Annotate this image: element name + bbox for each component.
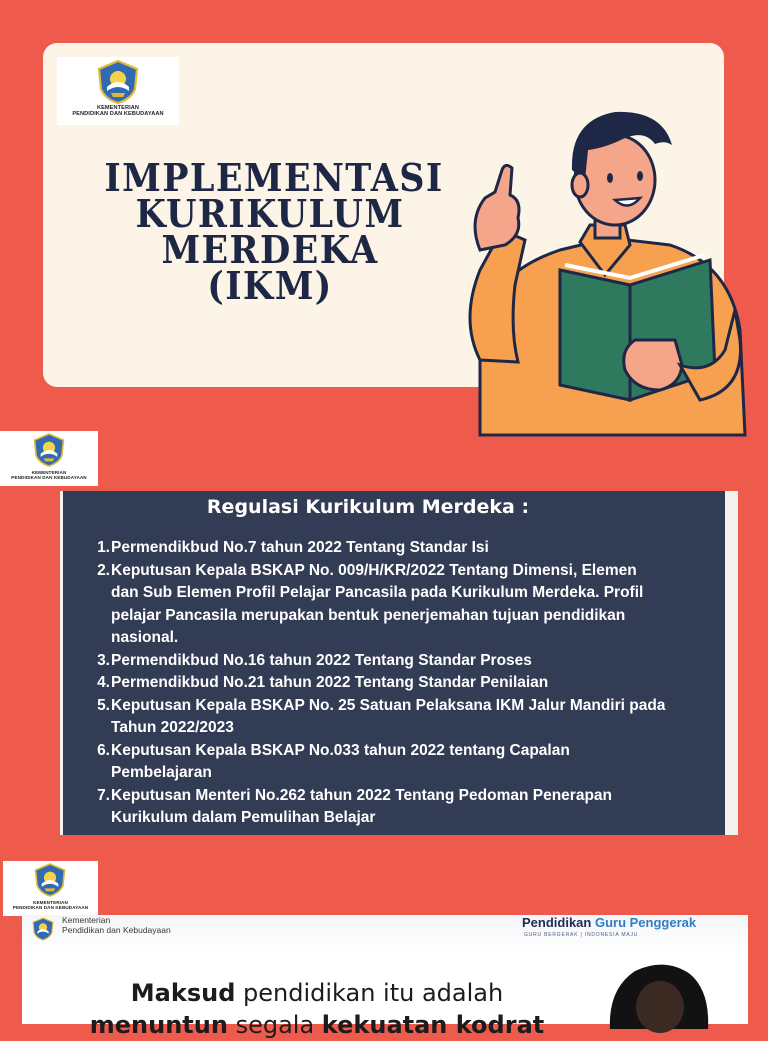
regulation-item: [94, 537, 714, 560]
ki-hadjar-dewantara-portrait: [590, 959, 730, 1029]
hero-title-line: MERDEKA (IKM): [161, 227, 379, 308]
regulation-item-number: 4.: [97, 674, 110, 691]
hero-title-line: KURIKULUM: [135, 191, 405, 236]
regulation-item-line: Keputusan Kepala BSKAP No. 25 Satuan Pelaksana IKM Jalur Mandiri pada: [111, 696, 666, 714]
regulation-item-number: 6.: [97, 741, 110, 759]
tut-wuri-handayani-emblem-icon: [93, 59, 143, 105]
hero-title: [104, 155, 444, 308]
regulation-title: Regulasi Kurikulum Merdeka :: [206, 496, 530, 518]
regulation-item-line: Permendikbud No.7 tahun 2022 Tentang Standar Isi: [111, 539, 489, 556]
hero-title-line: IMPLEMENTASI: [104, 155, 444, 200]
kemendikbud-logo: [0, 431, 98, 486]
regulation-list: [94, 537, 714, 830]
regulation-item: [94, 695, 714, 740]
regulation-item: [94, 740, 714, 785]
tut-wuri-handayani-emblem-icon: [31, 862, 69, 898]
regulation-item-number: 2.: [97, 561, 110, 579]
regulation-item-number: 5.: [97, 696, 110, 714]
teacher-reading-book-illustration: [440, 100, 760, 435]
regulation-item-line: Pembelajaran: [111, 764, 212, 781]
ki-hadjar-quote: Maksud pendidikan itu adalah menuntun segala kekuatan kodrat: [89, 979, 545, 1039]
guru-penggerak-tagline: GURU BERGERAK | INDONESIA MAJU: [524, 932, 639, 938]
regulation-item-line: nasional.: [111, 629, 179, 646]
slide-ministry-name: Kementerian Pendidikan dan Kebudayaan: [62, 915, 171, 935]
guru-penggerak-brand: Pendidikan Guru Penggerak: [522, 915, 697, 930]
regulation-item-line: Keputusan Menteri No.262 tahun 2022 Tentang Pedoman Penerapan: [111, 786, 612, 804]
regulation-item-line: Keputusan Kepala BSKAP No.033 tahun 2022 tentang Capalan: [111, 741, 570, 759]
regulation-item: [94, 560, 714, 650]
regulation-item: [94, 785, 714, 830]
kemendikbud-logo-text: KEMENTERIAN PENDIDIKAN DAN KEBUDAYAAN: [12, 900, 89, 911]
kemendikbud-logo-text: KEMENTERIAN PENDIDIKAN DAN KEBUDAYAAN: [11, 470, 87, 481]
tut-wuri-handayani-emblem-icon: [30, 432, 68, 468]
kemendikbud-logo: [57, 57, 179, 125]
regulation-item-line: Permendikbud No.21 tahun 2022 Tentang Standar Penilaian: [111, 674, 549, 691]
guru-penggerak-slide: [22, 915, 748, 1039]
regulation-item-number: 3.: [97, 651, 110, 669]
regulation-item-line: Kurikulum dalam Pemulihan Belajar: [111, 809, 376, 826]
regulation-item-number: 1.: [97, 539, 110, 556]
kemendikbud-logo-text: KEMENTERIAN PENDIDIKAN DAN KEBUDAYAAN: [72, 105, 164, 118]
regulation-item-line: dan Sub Elemen Profil Pelajar Pancasila pada Kurikulum Merdeka. Profil: [111, 584, 644, 601]
regulation-item-line: pelajar Pancasila merupakan bentuk penerjemahan tujuan pendidikan: [111, 606, 626, 624]
regulation-item: [94, 650, 714, 673]
tut-wuri-handayani-emblem-icon: [30, 917, 56, 941]
kemendikbud-logo: [3, 861, 98, 916]
regulation-item: [94, 672, 714, 695]
regulation-item-line: Keputusan Kepala BSKAP No. 009/H/KR/2022 Tentang Dimensi, Elemen: [111, 561, 637, 579]
regulation-item-line: Permendikbud No.16 tahun 2022 Tentang Standar Proses: [111, 651, 532, 669]
regulation-item-line: Tahun 2022/2023: [111, 719, 234, 736]
regulation-item-number: 7.: [97, 786, 110, 804]
